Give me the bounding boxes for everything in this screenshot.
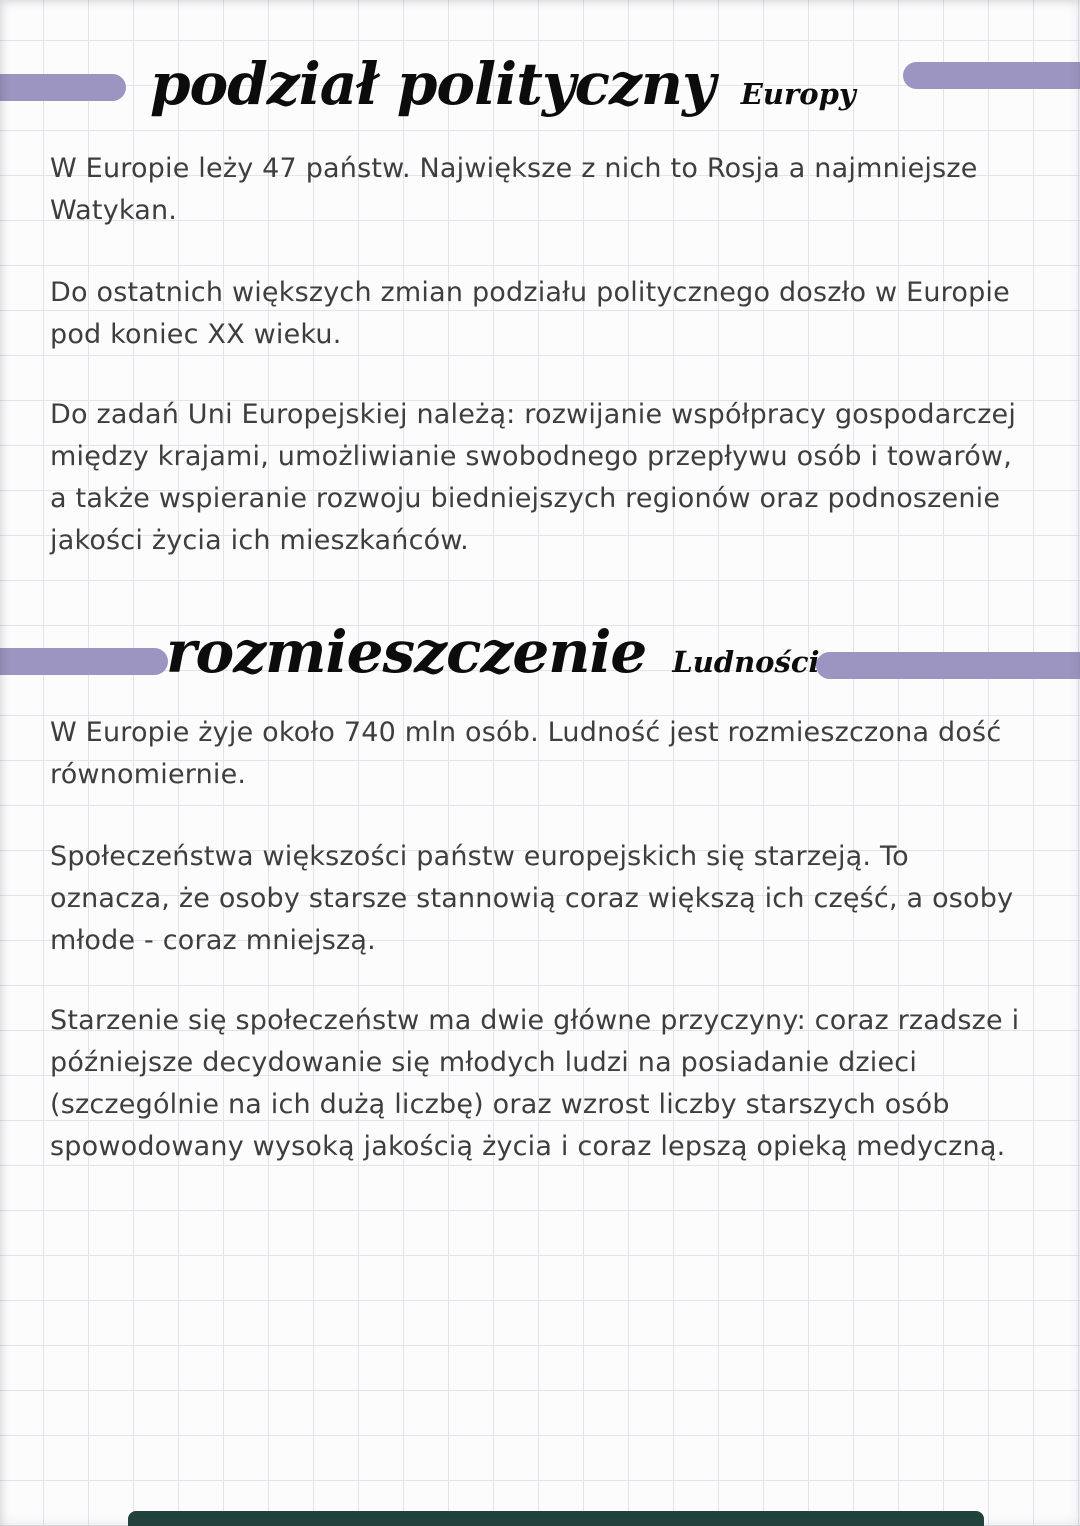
paragraph-population-count: W Europie żyje około 740 mln osób. Ludność jest rozmieszczona dość równomiernie.: [50, 717, 1002, 790]
accent-bar-left-2: [0, 648, 168, 675]
heading-population-distribution: [166, 618, 820, 686]
paragraph-aging-societies: Społeczeństwa większości państw europejskich się starzeją. To oznacza, że osoby starsze stannowią coraz większą ich część, a osoby młode - coraz mniejszą.: [50, 841, 1014, 956]
accent-bar-right-2: [816, 652, 1080, 679]
bottom-accent-bar: [128, 1511, 984, 1526]
accent-bar-left-1: [0, 74, 126, 101]
heading-main-text: rozmieszczenie: [166, 618, 647, 686]
paragraph-countries: W Europie leży 47 państw. Największe z nich to Rosja a najmniejsze Watykan.: [50, 153, 978, 226]
heading-sub-text: Europy: [740, 77, 856, 111]
paragraph-eu-tasks: Do zadań Uni Europejskiej należą: rozwijanie współpracy gospodarczej między krajami, umożliwianie swobodnego przepływu osób i towarów, a także wspieranie rozwoju biedniejszych regionów oraz podnoszenie jakości życia ich mieszkańców.: [50, 399, 1017, 556]
paragraph-aging-causes: Starzenie się społeczeństw ma dwie główne przyczyny: coraz rzadsze i późniejsze decydowanie się młodych ludzi na posiadanie dzieci (szczególnie na ich dużą liczbę) oraz wzrost liczby starszych osób spowodowany wysoką jakością życia i coraz lepszą opieką medyczną.: [50, 1005, 1020, 1162]
heading-political-division: [150, 50, 856, 118]
heading-main-text: podział polityczny: [150, 50, 715, 118]
heading-sub-text: Ludności: [672, 645, 820, 679]
accent-bar-right-1: [903, 62, 1080, 89]
paragraph-political-changes: Do ostatnich większych zmian podziału politycznego doszło w Europie pod koniec XX wieku.: [50, 277, 1010, 350]
